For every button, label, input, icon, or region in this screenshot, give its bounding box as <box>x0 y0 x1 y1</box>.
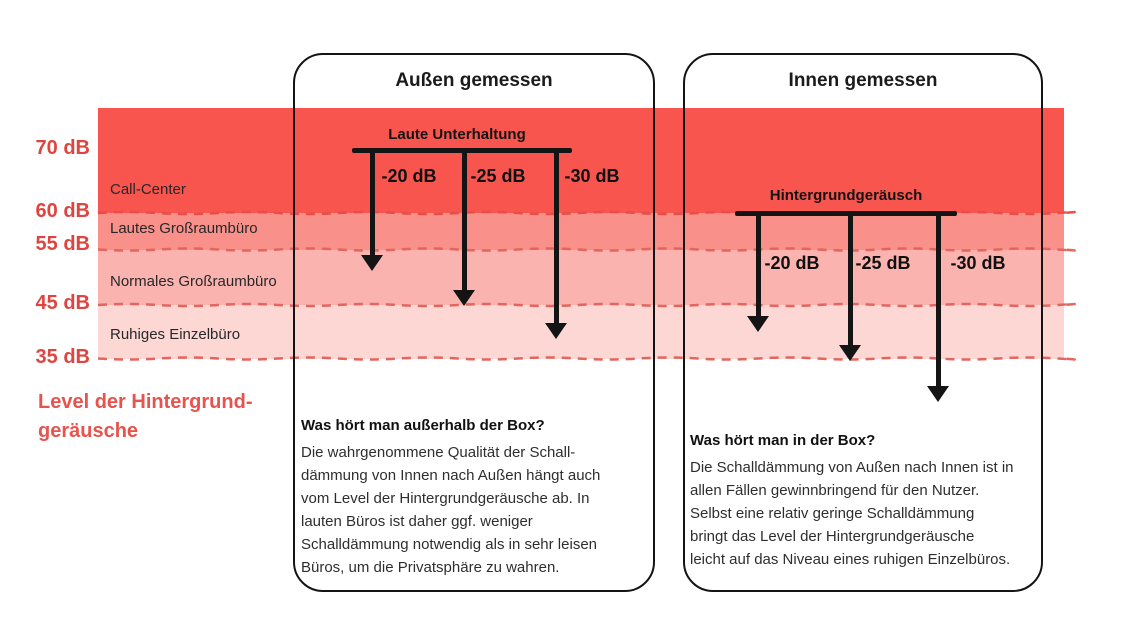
reduction-arrow-inside-30db <box>936 213 941 387</box>
reduction-arrow-outside-30db <box>554 150 559 324</box>
info-line: Schalldämmung notwendig als in sehr leisen <box>301 536 598 553</box>
info-line: leicht auf das Niveau eines ruhigen Einzelbüros. <box>690 551 1011 568</box>
arrow-label-inside-25db: -25 dB <box>855 253 911 273</box>
reduction-arrow-outside-20db <box>370 150 375 256</box>
reduction-arrow-outside-25db <box>462 150 467 291</box>
db-tick-60: 60 dB <box>35 200 90 222</box>
reduction-arrow-inside-25db <box>848 213 853 346</box>
arrow-label-outside-25db: -25 dB <box>470 166 526 186</box>
db-tick-35: 35 dB <box>35 346 90 368</box>
panel-title-inside: Innen gemessen <box>788 70 938 91</box>
source-level-bar-inside <box>735 211 957 216</box>
scale-caption <box>38 388 252 446</box>
band-label-call-center: Call-Center <box>110 181 186 198</box>
source-label-laute-unterhaltung: Laute Unterhaltung <box>388 126 526 143</box>
info-line: bringt das Level der Hintergrundgeräusche <box>690 528 975 545</box>
band-label-ruhiges-einzelbuero: Ruhiges Einzelbüro <box>110 326 241 343</box>
db-tick-45: 45 dB <box>35 292 90 314</box>
panel-title-outside: Außen gemessen <box>395 70 553 91</box>
info-block-outside <box>301 414 631 579</box>
info-line: vom Level der Hintergrundgeräusche ab. In <box>301 490 590 507</box>
arrow-label-inside-20db: -20 dB <box>764 253 820 273</box>
arrow-label-inside-30db: -30 dB <box>950 253 1006 273</box>
info-line: lauten Büros ist daher ggf. weniger <box>301 513 533 530</box>
arrow-label-outside-30db: -30 dB <box>564 166 620 186</box>
info-heading-inside: Was hört man in der Box? <box>690 432 876 449</box>
info-line: allen Fällen gewinnbringend für den Nutzer. <box>690 482 980 499</box>
info-block-inside <box>690 429 1030 571</box>
scale-caption-line2: geräusche <box>38 420 139 442</box>
info-line: Die wahrgenommene Qualität der Schall- <box>301 444 576 461</box>
info-line: dämmung von Innen nach Außen hängt auch <box>301 467 601 484</box>
info-line: Büros, um die Privatsphäre zu wahren. <box>301 559 560 576</box>
source-label-hintergrundgeraeusch: Hintergrundgeräusch <box>769 187 923 204</box>
info-heading-outside: Was hört man außerhalb der Box? <box>301 417 545 434</box>
info-line: Die Schalldämmung von Außen nach Innen ist in <box>690 459 1014 476</box>
arrow-label-outside-20db: -20 dB <box>381 166 437 186</box>
info-line: Selbst eine relativ geringe Schalldämmung <box>690 505 975 522</box>
reduction-arrow-inside-20db <box>756 213 761 317</box>
db-tick-55: 55 dB <box>35 233 90 255</box>
db-tick-70: 70 dB <box>35 137 90 159</box>
band-label-normales-grossraumbuero: Normales Großraumbüro <box>110 273 277 290</box>
scale-caption-line1: Level der Hintergrund- <box>38 391 253 413</box>
band-label-lautes-grossraumbuero: Lautes Großraumbüro <box>110 220 258 237</box>
